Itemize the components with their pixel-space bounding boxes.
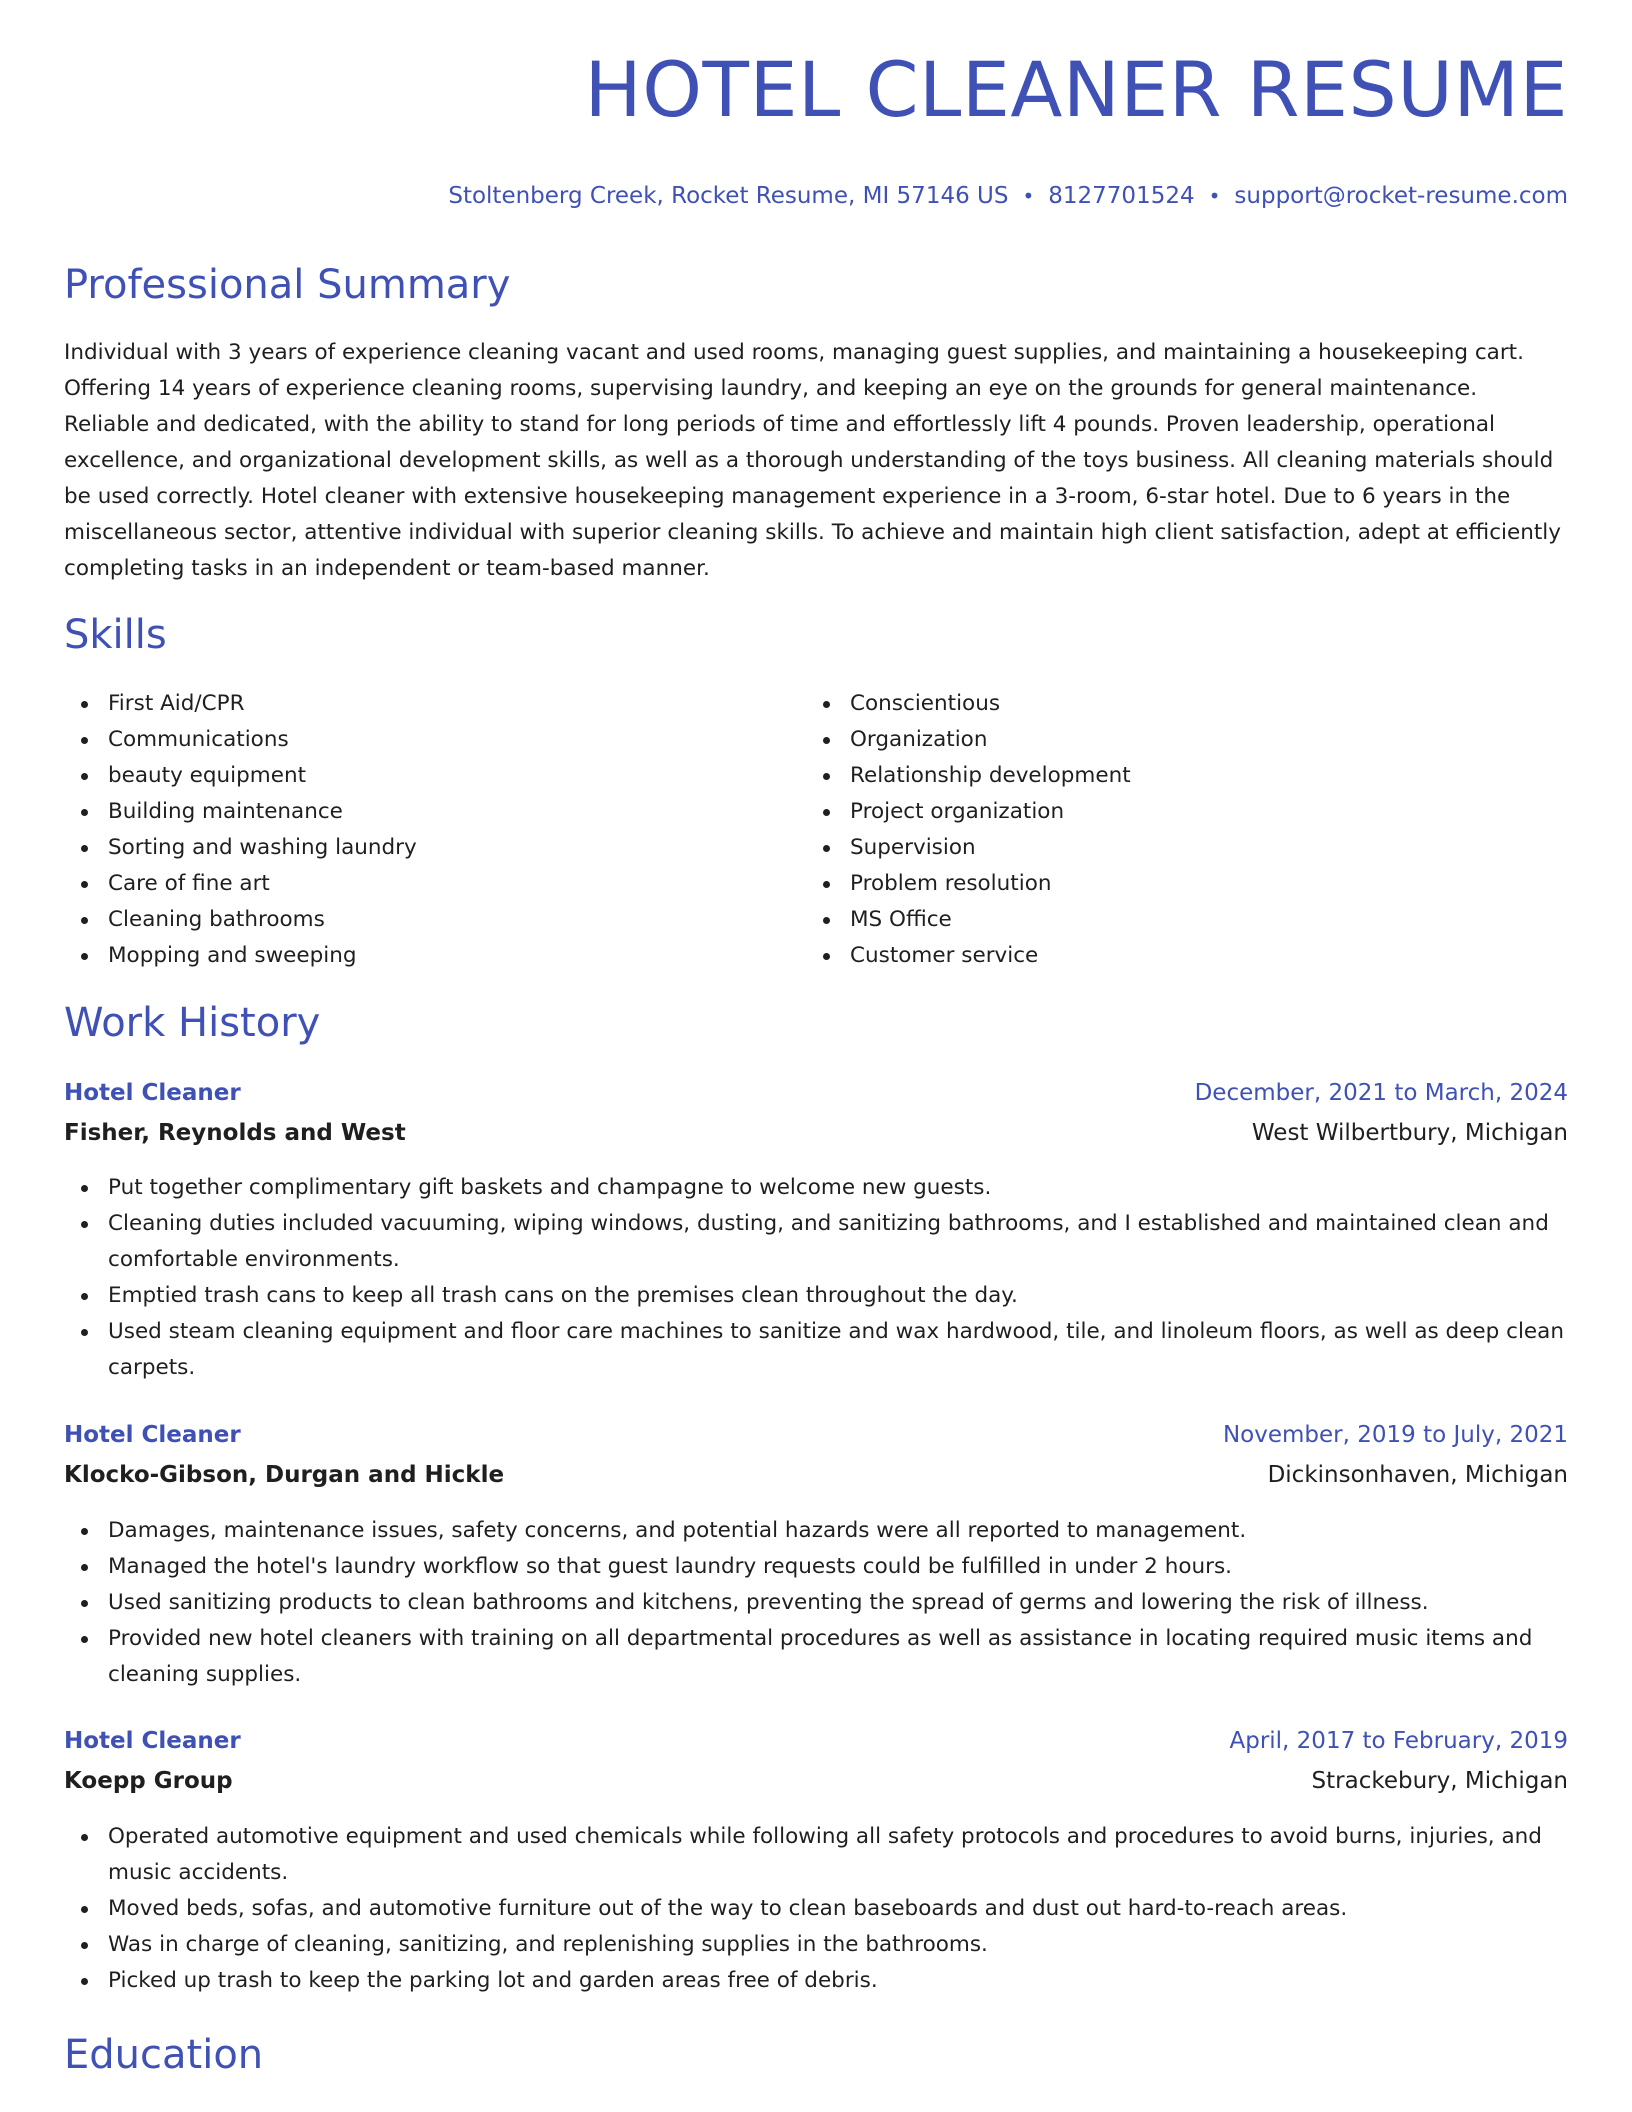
skill-item: Mopping and sweeping	[108, 938, 417, 974]
job-duty: Cleaning duties included vacuuming, wiping windows, dusting, and sanitizing bathrooms, and I established and maintained clean and comfortable environments.	[108, 1206, 1568, 1278]
skill-item: Conscientious	[850, 686, 1131, 722]
skills-list-right	[806, 686, 1131, 974]
skill-item: Customer service	[850, 938, 1131, 974]
job-location: Strackebury, Michigan	[1311, 1768, 1568, 1794]
job-duties-list	[64, 1819, 1568, 1999]
skills-list-left	[64, 686, 417, 974]
job-duty: Used steam cleaning equipment and floor care machines to sanitize and wax hardwood, tile, and linoleum floors, as well as deep clean carpets.	[108, 1314, 1568, 1386]
job-title: Hotel Cleaner	[64, 1422, 241, 1448]
skill-item: Problem resolution	[850, 866, 1131, 902]
job-company: Fisher, Reynolds and West	[64, 1120, 406, 1146]
skill-item: MS Office	[850, 902, 1131, 938]
section-heading-education: Education	[64, 2032, 264, 2078]
job-duties-list	[64, 1170, 1568, 1386]
job-duty: Managed the hotel's laundry workflow so that guest laundry requests could be fulfilled in under 2 hours.	[108, 1549, 1568, 1585]
summary-text: Individual with 3 years of experience cleaning vacant and used rooms, managing guest supplies, and maintaining a housekeeping cart. Offering 14 years of experience cleaning rooms, supervising laundry, and keeping an eye on the grounds for general maintenance. Reliable and dedicated, with the ability to stand for long periods of time and effortlessly lift 4 pounds. Proven leadership, operational excellence, and organizational development skills, as well as a thorough understanding of the toys business. All cleaning materials should be used correctly. Hotel cleaner with extensive housekeeping management experience in a 3-room, 6-star hotel. Due to 6 years in the miscellaneous sector, attentive individual with superior cleaning skills. To achieve and maintain high client satisfaction, adept at efficiently completing tasks in an independent or team-based manner.	[64, 340, 1561, 581]
job-duty: Used sanitizing products to clean bathrooms and kitchens, preventing the spread of germs and lowering the risk of illness.	[108, 1585, 1568, 1621]
contact-separator: •	[1208, 184, 1221, 208]
contact-phone: 8127701524	[1048, 183, 1195, 209]
job-duty: Operated automotive equipment and used chemicals while following all safety protocols and procedures to avoid burns, injuries, and music accidents.	[108, 1819, 1568, 1891]
job-duty: Provided new hotel cleaners with training on all departmental procedures as well as assistance in locating required music items and cleaning supplies.	[108, 1621, 1568, 1693]
job-title: Hotel Cleaner	[64, 1080, 241, 1106]
skill-item: First Aid/CPR	[108, 686, 417, 722]
job-dates: November, 2019 to July, 2021	[1222, 1422, 1568, 1448]
contact-separator: •	[1022, 184, 1035, 208]
skill-item: Cleaning bathrooms	[108, 902, 417, 938]
job-duty: Was in charge of cleaning, sanitizing, and replenishing supplies in the bathrooms.	[108, 1927, 1568, 1963]
skill-item: Organization	[850, 722, 1131, 758]
job-duty: Emptied trash cans to keep all trash cans on the premises clean throughout the day.	[108, 1278, 1568, 1314]
job-location: Dickinsonhaven, Michigan	[1267, 1462, 1568, 1488]
skill-item: Care of fine art	[108, 866, 417, 902]
section-heading-skills: Skills	[64, 612, 167, 658]
skill-item: Supervision	[850, 830, 1131, 866]
job-duties-list	[64, 1513, 1568, 1693]
job-title: Hotel Cleaner	[64, 1728, 241, 1754]
job-dates: December, 2021 to March, 2024	[1194, 1080, 1568, 1106]
job-company: Klocko-Gibson, Durgan and Hickle	[64, 1462, 505, 1488]
job-company: Koepp Group	[64, 1768, 233, 1794]
skill-item: Project organization	[850, 794, 1131, 830]
job-dates: April, 2017 to February, 2019	[1229, 1728, 1568, 1754]
job-duty: Put together complimentary gift baskets and champagne to welcome new guests.	[108, 1170, 1568, 1206]
contact-address: Stoltenberg Creek, Rocket Resume, MI 57146 US	[448, 183, 1009, 209]
skill-item: Sorting and washing laundry	[108, 830, 417, 866]
job-location: West Wilbertbury, Michigan	[1251, 1120, 1568, 1146]
section-heading-work-history: Work History	[64, 1000, 321, 1046]
job-duty: Moved beds, sofas, and automotive furniture out of the way to clean baseboards and dust out hard-to-reach areas.	[108, 1891, 1568, 1927]
job-duty: Damages, maintenance issues, safety concerns, and potential hazards were all reported to management.	[108, 1513, 1568, 1549]
skill-item: Communications	[108, 722, 417, 758]
skill-item: Building maintenance	[108, 794, 417, 830]
skill-item: Relationship development	[850, 758, 1131, 794]
contact-line	[448, 183, 1568, 211]
resume-title: HOTEL CLEANER RESUME	[584, 45, 1568, 134]
skill-item: beauty equipment	[108, 758, 417, 794]
job-duty: Picked up trash to keep the parking lot and garden areas free of debris.	[108, 1963, 1568, 1999]
section-heading-summary: Professional Summary	[64, 262, 511, 308]
contact-email: support@rocket-resume.com	[1234, 183, 1568, 209]
